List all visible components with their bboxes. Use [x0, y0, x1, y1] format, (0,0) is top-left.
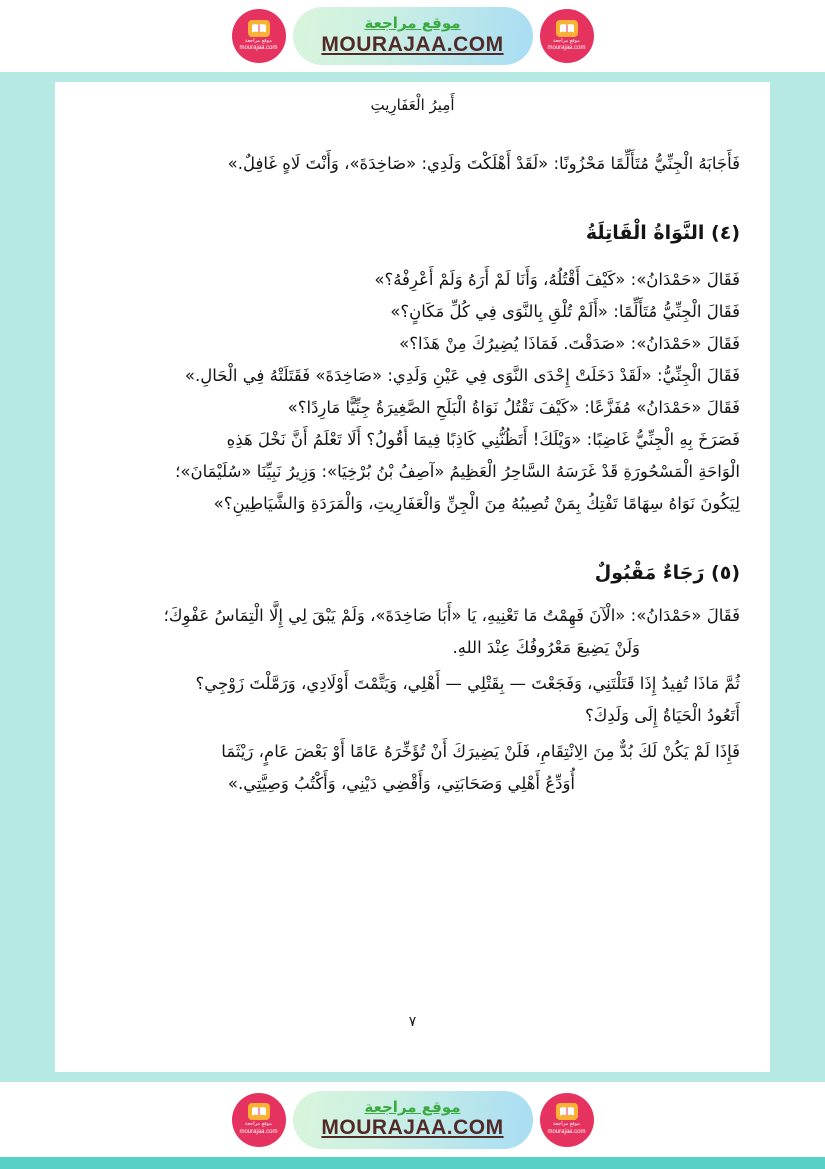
paragraph-line: فَصَرَخَ بِهِ الْجِنِّيُّ غَاضِبًا: «وَيْلَكَ! أَتَظُنُّنِي كَاذِبًا فِيمَا أَقُولُ؟ أَلَا تَعْلَمُ أَنَّ نَخْلَ هَذِهِ — [226, 430, 740, 449]
book-title: أَمِيرُ الْعَفَارِيتِ — [370, 96, 455, 114]
logo-caption-domain: mourajaa.com — [547, 45, 586, 52]
book-icon — [248, 1103, 270, 1120]
paragraph-line: فَقَالَ «حَمْدَانُ»: «الْآنَ فَهِمْتُ مَا تَعْنِيهِ، يَا «أَبَا صَاخِدَةَ»، وَلَمْ يَبْقَ لِي إِلَّا الْتِمَاسُ عَفْوِكَ؛ — [163, 606, 740, 625]
dialogue-line: فَقَالَ الْجِنِّيُّ مُتَأَلِّمًا: «أَلَمْ تُلْقِ بِالنَّوَى فِي كُلِّ مَكَانٍ؟» — [390, 302, 740, 321]
book-icon — [556, 20, 578, 37]
paragraph-line: وَلَنْ يَضِيعَ مَعْرُوفُكَ عِنْدَ اللهِ. — [452, 638, 640, 657]
site-name-link[interactable]: موقع مراجعة — [364, 14, 461, 33]
footer-banner — [232, 1091, 594, 1149]
logo-caption-domain: mourajaa.com — [239, 1128, 278, 1135]
site-banner-pill — [293, 1091, 533, 1149]
section-4-text — [85, 264, 740, 520]
document-body — [85, 96, 740, 800]
site-logo-badge-left[interactable] — [232, 1093, 286, 1147]
site-domain-link[interactable]: MOURAJAA.COM — [321, 1116, 504, 1140]
section-5-text — [85, 600, 740, 800]
page-number: ٧ — [408, 1014, 417, 1030]
logo-caption-domain: mourajaa.com — [239, 45, 278, 52]
teal-frame — [0, 72, 825, 1082]
logo-caption-ar: موقع مراجعة — [553, 37, 580, 44]
intro-line: فَأَجَابَهُ الْجِنِّيُّ مُتَأَلِّمًا مَحْزُونًا: «لَقَدْ أَهْلَكْتَ وَلَدِي: «صَاخِدَةَ»، وَأَنْتَ لَاهٍ غَافِلٌ.» — [227, 154, 740, 173]
section-5-heading: (٥) رَجَاءٌ مَقْبُولٌ — [594, 562, 740, 584]
bottom-accent-strip — [0, 1157, 825, 1169]
header-band — [0, 0, 825, 72]
site-banner-pill — [293, 7, 533, 65]
header-banner — [232, 7, 594, 65]
document-page — [55, 82, 770, 1072]
site-logo-badge-right[interactable] — [540, 9, 594, 63]
paragraph-line: لِيَكُونَ نَوَاهُ سِهَامًا تَفْتِكُ بِمَنْ تُصِيبُهُ مِنَ الْجِنِّ وَالْعَفَارِيتِ، وَالْمَرَدَةِ وَالشَّيَاطِينِ؟» — [213, 494, 740, 513]
footer-band — [0, 1082, 825, 1157]
section-4-heading: (٤) النَّوَاةُ الْقَاتِلَةُ — [585, 222, 740, 244]
dialogue-line: فَقَالَ «حَمْدَانُ»: «صَدَقْتَ. فَمَاذَا يُضِيرُكَ مِنْ هَذَا؟» — [399, 334, 740, 353]
paragraph-line: أُوَدِّعُ أَهْلِي وَصَحَابَتِي، وَأَقْضِي دَيْنِي، وَأَكْتُبُ وَصِيَّتِي.» — [227, 774, 575, 793]
logo-caption-domain: mourajaa.com — [547, 1128, 586, 1135]
dialogue-line: فَقَالَ «حَمْدَانُ» مُفَزَّعًا: «كَيْفَ تَقْتُلُ نَوَاةُ الْبَلَحِ الصَّغِيرَةُ جِنِّيًّا مَارِدًا؟» — [287, 398, 740, 417]
logo-caption-ar: موقع مراجعة — [245, 1121, 272, 1128]
dialogue-line: فَقَالَ «حَمْدَانُ»: «كَيْفَ أَقْتُلُهُ، وَأَنَا لَمْ أَرَهُ وَلَمْ أَعْرِفْهُ؟» — [374, 270, 740, 289]
dialogue-line: فَقَالَ الْجِنِّيُّ: «لَقَدْ دَخَلَتْ إِحْدَى النَّوَى فِي عَيْنِ وَلَدِي: «صَاخِدَةَ» فَقَتَلَتْهُ فِي الْحَالِ.» — [184, 366, 740, 385]
logo-caption-ar: موقع مراجعة — [553, 1121, 580, 1128]
site-name-link[interactable]: موقع مراجعة — [364, 1097, 461, 1116]
paragraph-line: الْوَاحَةِ الْمَسْحُورَةِ قَدْ غَرَسَهُ السَّاحِرُ الْعَظِيمُ «آصِفُ بْنُ بُرْخِيَا»: وَزِيرُ نَبِيِّنَا «سُلَيْمَانَ»؛ — [175, 462, 740, 481]
logo-caption-ar: موقع مراجعة — [245, 37, 272, 44]
site-domain-link[interactable]: MOURAJAA.COM — [321, 32, 504, 56]
book-icon — [248, 20, 270, 37]
site-logo-badge-left[interactable] — [232, 9, 286, 63]
book-icon — [556, 1103, 578, 1120]
paragraph-line: أَتَعُودُ الْحَيَاةُ إِلَى وَلَدِكَ؟ — [584, 706, 740, 725]
paragraph-line: ثُمَّ مَاذَا تُفِيدُ إِذَا قَتَلْتَنِي، وَفَجَعْتَ — بِقَتْلِي — أَهْلِي، وَيَتَّمْتَ أَوْلَادِي، وَرَمَّلْتَ زَوْجِي؟ — [195, 674, 740, 693]
paragraph-line: فَإِذَا لَمْ يَكُنْ لَكَ بُدٌّ مِنَ الِانْتِقَامِ، فَلَنْ يَضِيرَكَ أَنْ تُؤَخِّرَهُ عَامًا أَوْ بَعْضَ عَامٍ، رَيْثَمَا — [221, 742, 740, 761]
site-logo-badge-right[interactable] — [540, 1093, 594, 1147]
